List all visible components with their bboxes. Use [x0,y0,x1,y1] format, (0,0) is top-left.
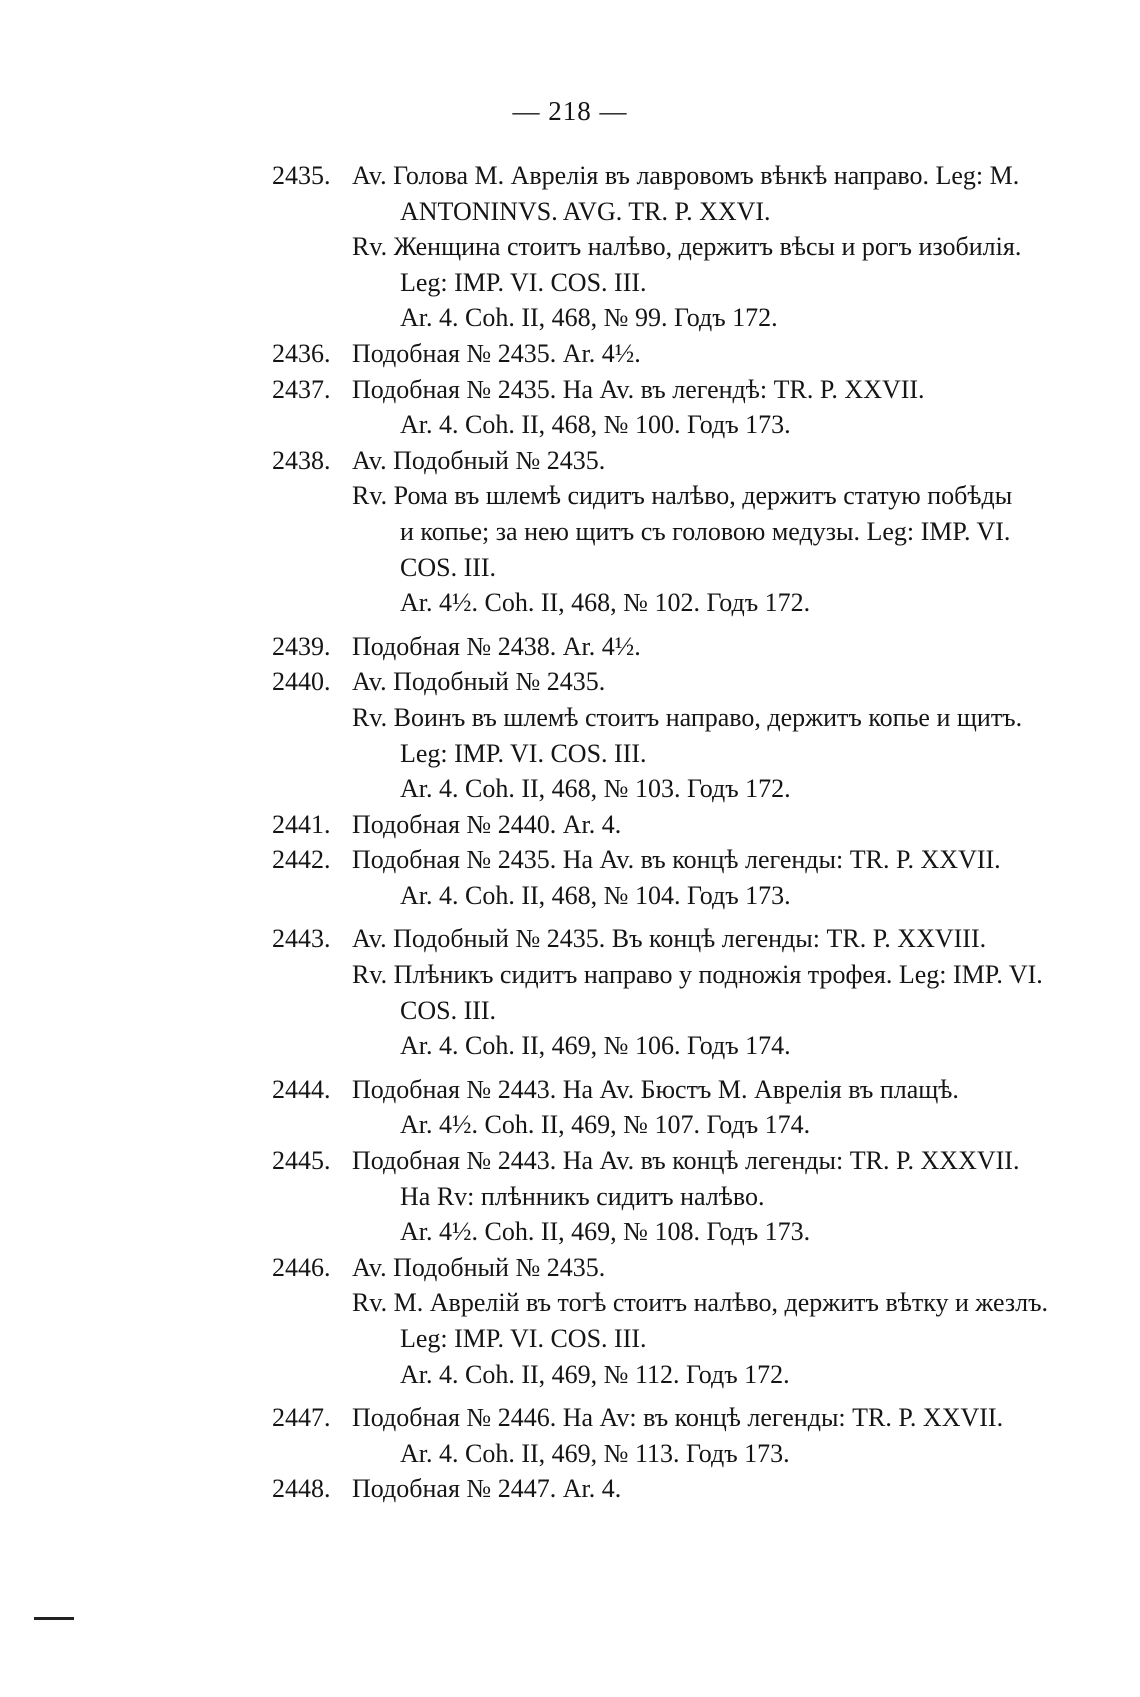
entry-line: Ar. 4. Coh. II, 468, № 103. Годъ 172. [400,774,791,804]
entry-line: Ar. 4½. Coh. II, 469, № 108. Годъ 173. [400,1217,811,1247]
catalog-entries [272,158,1102,1507]
entry-line: Av. Подобный № 2435. Въ концѣ легенды: TR. P. XXVIII. [352,924,987,954]
entry-line: Av. Голова М. Аврелія въ лавровомъ вѣнкѣ направо. Leg: M. [352,161,1020,190]
entry-number: 2438. [272,445,331,475]
entry-line: Av. Подобный № 2435. [352,667,606,697]
entry-line: Rv. Женщина стоитъ налѣво, держитъ вѣсы и рогъ изобилія. [352,232,1022,262]
entry-line: Ar. 4. Coh. II, 469, № 113. Годъ 173. [400,1438,790,1468]
entry-line: На Rv: плѣнникъ сидитъ налѣво. [400,1181,765,1211]
entry-line: Rv. Рома въ шлемѣ сидитъ налѣво, держитъ статую побѣды [352,481,1013,511]
catalog-entry [272,1143,1102,1250]
entry-line: Ar. 4. Coh. II, 469, № 112. Годъ 172. [400,1359,790,1389]
entry-number: 2447. [272,1403,331,1433]
catalog-entry [272,443,1102,621]
entry-line: COS. III. [400,995,497,1025]
entry-line: Leg: IMP. VI. COS. III. [400,267,647,297]
entry-line: Rv. Плѣникъ сидитъ направо у подножія трофея. Leg: IMP. VI. [352,960,1043,990]
entry-line: Подобная № 2435. Ar. 4½. [352,338,641,368]
entry-line: Подобная № 2435. На Av. въ легендѣ: TR. P. XXVII. [352,374,925,404]
entry-number: 2439. [272,631,331,661]
entry-number: 2443. [272,924,331,954]
entry-line: Подобная № 2447. Ar. 4. [352,1474,622,1504]
catalog-entry [272,842,1102,913]
entry-line: Ar. 4½. Coh. II, 468, № 102. Годъ 172. [400,588,811,618]
entry-line: Ar. 4. Coh. II, 468, № 104. Годъ 173. [400,880,791,910]
entry-line: Ar. 4½. Coh. II, 469, № 107. Годъ 174. [400,1110,811,1140]
entry-line: Av. Подобный № 2435. [352,1252,606,1282]
entry-line: и копье; за нею щитъ съ головою медузы. Leg: IMP. VI. [400,516,1011,546]
entry-line: Leg: IMP. VI. COS. III. [400,738,647,768]
entry-number: 2436. [272,338,331,368]
entry-line: Подобная № 2440. Ar. 4. [352,809,622,839]
entry-number: 2444. [272,1074,331,1104]
entry-number: 2435. [272,161,331,190]
entry-line: Ar. 4. Coh. II, 469, № 106. Годъ 174. [400,1031,791,1061]
entry-line: Подобная № 2435. На Av. въ концѣ легенды: TR. P. XXVII. [352,845,1001,875]
entry-number: 2446. [272,1252,331,1282]
catalog-entry [272,921,1102,1063]
entry-number: 2440. [272,667,331,697]
margin-dash-mark [34,1617,74,1620]
catalog-entry [272,1250,1102,1392]
entry-line: Подобная № 2443. На Av. Бюстъ М. Аврелія въ плащѣ. [352,1074,959,1104]
entry-line: Подобная № 2438. Ar. 4½. [352,631,641,661]
catalog-entry [272,1072,1102,1143]
catalog-entry [272,1471,1102,1507]
entry-line: Ar. 4. Coh. II, 468, № 100. Годъ 173. [400,410,791,440]
catalog-entry [272,1400,1102,1471]
catalog-entry [272,336,1102,372]
catalog-entry [272,629,1102,665]
entry-number: 2441. [272,809,331,839]
entry-line: Подобная № 2446. На Av: въ концѣ легенды: TR. P. XXVII. [352,1403,1004,1433]
entry-line: Ar. 4. Coh. II, 468, № 99. Годъ 172. [400,303,778,333]
entry-number: 2437. [272,374,331,404]
page-number: — 218 — [512,96,628,126]
entry-line: Rv. М. Аврелій въ тогѣ стоитъ налѣво, держитъ вѣтку и жезлъ. [352,1288,1049,1318]
entry-number: 2445. [272,1146,331,1176]
entry-line: Leg: IMP. VI. COS. III. [400,1324,647,1353]
catalog-entry [272,372,1102,443]
catalog-entry [272,158,1102,336]
entry-line: COS. III. [400,552,497,582]
entry-line: Rv. Воинъ въ шлемѣ стоитъ направо, держитъ копье и щитъ. [352,702,1023,732]
entry-line: Av. Подобный № 2435. [352,445,606,475]
catalog-entry [272,664,1102,806]
entry-line: Подобная № 2443. На Av. въ концѣ легенды: TR. P. XXXVII. [352,1146,1020,1176]
entry-number: 2442. [272,845,331,875]
catalog-entry [272,807,1102,843]
entry-line: ANTONINVS. AVG. TR. P. XXVI. [400,196,771,226]
entry-number: 2448. [272,1474,331,1504]
